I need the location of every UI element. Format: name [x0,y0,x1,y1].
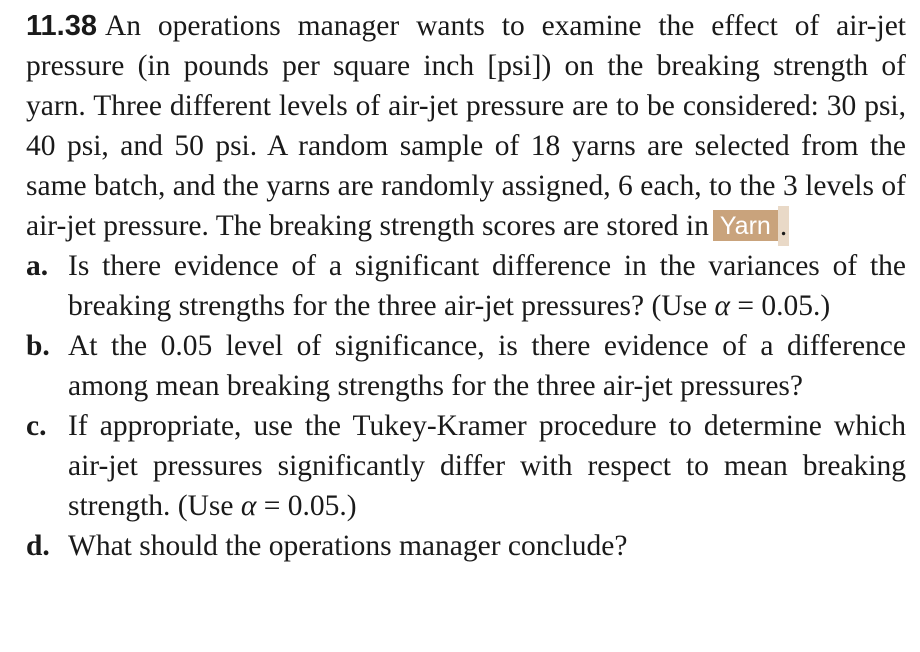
part-a-letter: a. [26,250,49,282]
part-b-text: At the 0.05 level of significance, is there evidence of a difference among mean breaking strengths for the three air-jet pressures? [68,330,906,402]
part-a-alpha-symbol: α [714,290,731,322]
intro-period: . [778,206,789,246]
part-a-text: Is there evidence of a significant difference in the variances of the breaking strengths for the three air-jet pressures? (Use [68,250,906,322]
part-c-letter: c. [26,410,47,442]
part-c-text: If appropriate, use the Tukey-Kramer procedure to determine which air-jet pressures significantly differ with respect to mean breaking strength. (Use [68,410,906,522]
part-c-alpha-symbol: α [240,490,257,522]
part-b-letter: b. [26,330,50,362]
problem-intro [26,6,906,246]
part-c [26,406,906,526]
part-d-text: What should the operations manager conclude? [68,530,628,562]
problem-intro-text: An operations manager wants to examine the effect of air-jet pressure (in pounds per square inch [psi]) on the breaking strength of yarn. Three different levels of air-jet pressure are to be considered: 30 psi, 40 psi, and 50 psi. A random sample of 18 yarns are selected from the same batch, and the yarns are randomly assigned, 6 each, to the 3 levels of air-jet pressure. The breaking strength scores are stored in [26,10,906,242]
part-c-text-end: = 0.05.) [256,490,357,522]
part-b [26,326,906,406]
dataset-badge[interactable]: Yarn [713,210,778,241]
problem-parts [26,246,906,566]
part-d-letter: d. [26,530,50,562]
part-a [26,246,906,326]
part-d [26,526,906,566]
part-a-text-end: = 0.05.) [730,290,831,322]
problem-number: 11.38 [26,10,97,42]
